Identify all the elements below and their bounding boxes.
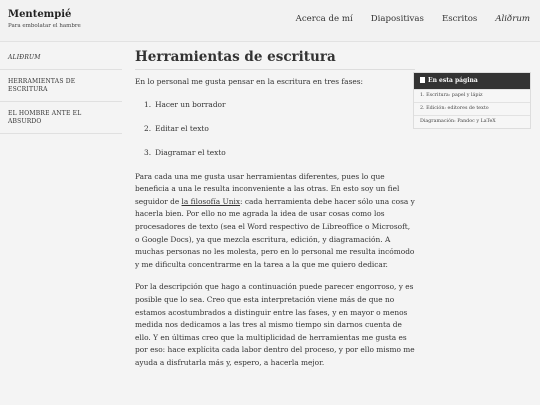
list-item: 2. Editar el texto xyxy=(144,123,209,133)
sidebar-item-herramientas[interactable]: HERRAMIENTAS DE ESCRITURA xyxy=(0,70,122,102)
article xyxy=(135,49,415,380)
list-item: 3. Diagramar el texto xyxy=(144,147,226,157)
list-item: 1. Hacer un borrador xyxy=(144,99,226,109)
phases-list xyxy=(144,99,415,159)
top-nav xyxy=(278,14,530,25)
document-icon xyxy=(420,77,425,83)
page-title: Herramientas de escritura xyxy=(135,49,415,70)
toc-heading: En esta página xyxy=(414,73,530,89)
sidebar-nav xyxy=(0,46,122,134)
toc-item[interactable]: 2. Edición: editores de texto xyxy=(414,102,530,115)
sidebar-item-alidrum[interactable]: ALIÐRUM xyxy=(0,46,122,70)
nav-link-escritos[interactable]: Escritos xyxy=(441,14,478,24)
nav-link-acerca[interactable]: Acerca de mí xyxy=(295,14,353,24)
sidebar-item-hombre-absurdo[interactable]: EL HOMBRE ANTE EL ABSURDO xyxy=(0,102,122,134)
article-paragraph: Por la descripción que hago a continuación puede parecer engorroso, y es posible que lo sea. Creo que esta interpretación viene más de que no estamos acostumbrados a distinguir entre las fases, y en mayor o menos medida nos dedicamos a las tres al mismo tiempo sin darnos cuenta de ello. Y en últimas creo que la multiplicidad de herramientas me gusta es por eso: hace explícita cada labor dentro del proceso, y por ello mismo me ayuda a disfrutarla más y, espero, a hacerla mejor. xyxy=(135,282,415,367)
site-title[interactable]: Mentempié xyxy=(8,9,72,20)
article-intro: En lo personal me gusta pensar en la escritura en tres fases: xyxy=(135,77,364,86)
site-header xyxy=(0,0,540,42)
unix-philosophy-link[interactable]: la filosofía Unix xyxy=(181,196,241,206)
nav-link-diapositivas[interactable]: Diapositivas xyxy=(370,14,424,24)
table-of-contents xyxy=(413,72,531,129)
article-paragraph: Para cada una me gusta usar herramientas diferentes, pues lo que beneficia a una le resulta inconveniente a las otras. En esto soy un fiel seguidor de la filosofía Unix: cada herramienta debe hacer sólo una cosa y hacerla bien. Por ello no me agrada la idea de usar cosas como los procesadores de texto (sea el Word respectivo de Libreoffice o Microsoft, o Google Docs), ya que mezcla escritura, edición, y diagramación. A muchas personas no les molesta, pero en lo personal me resulta incómodo y me dificulta concentrarme en la tarea a la que me quiero dedicar. xyxy=(135,171,415,269)
toc-item[interactable]: 1. Escritura: papel y lápiz xyxy=(414,89,530,102)
nav-link-alidrum[interactable]: Aliðrum xyxy=(495,14,530,24)
site-subtitle: Para embolatar el hambre xyxy=(8,23,81,29)
brand xyxy=(8,9,81,30)
toc-item[interactable]: Diagramación: Pandoc y LaTeX xyxy=(414,115,530,128)
